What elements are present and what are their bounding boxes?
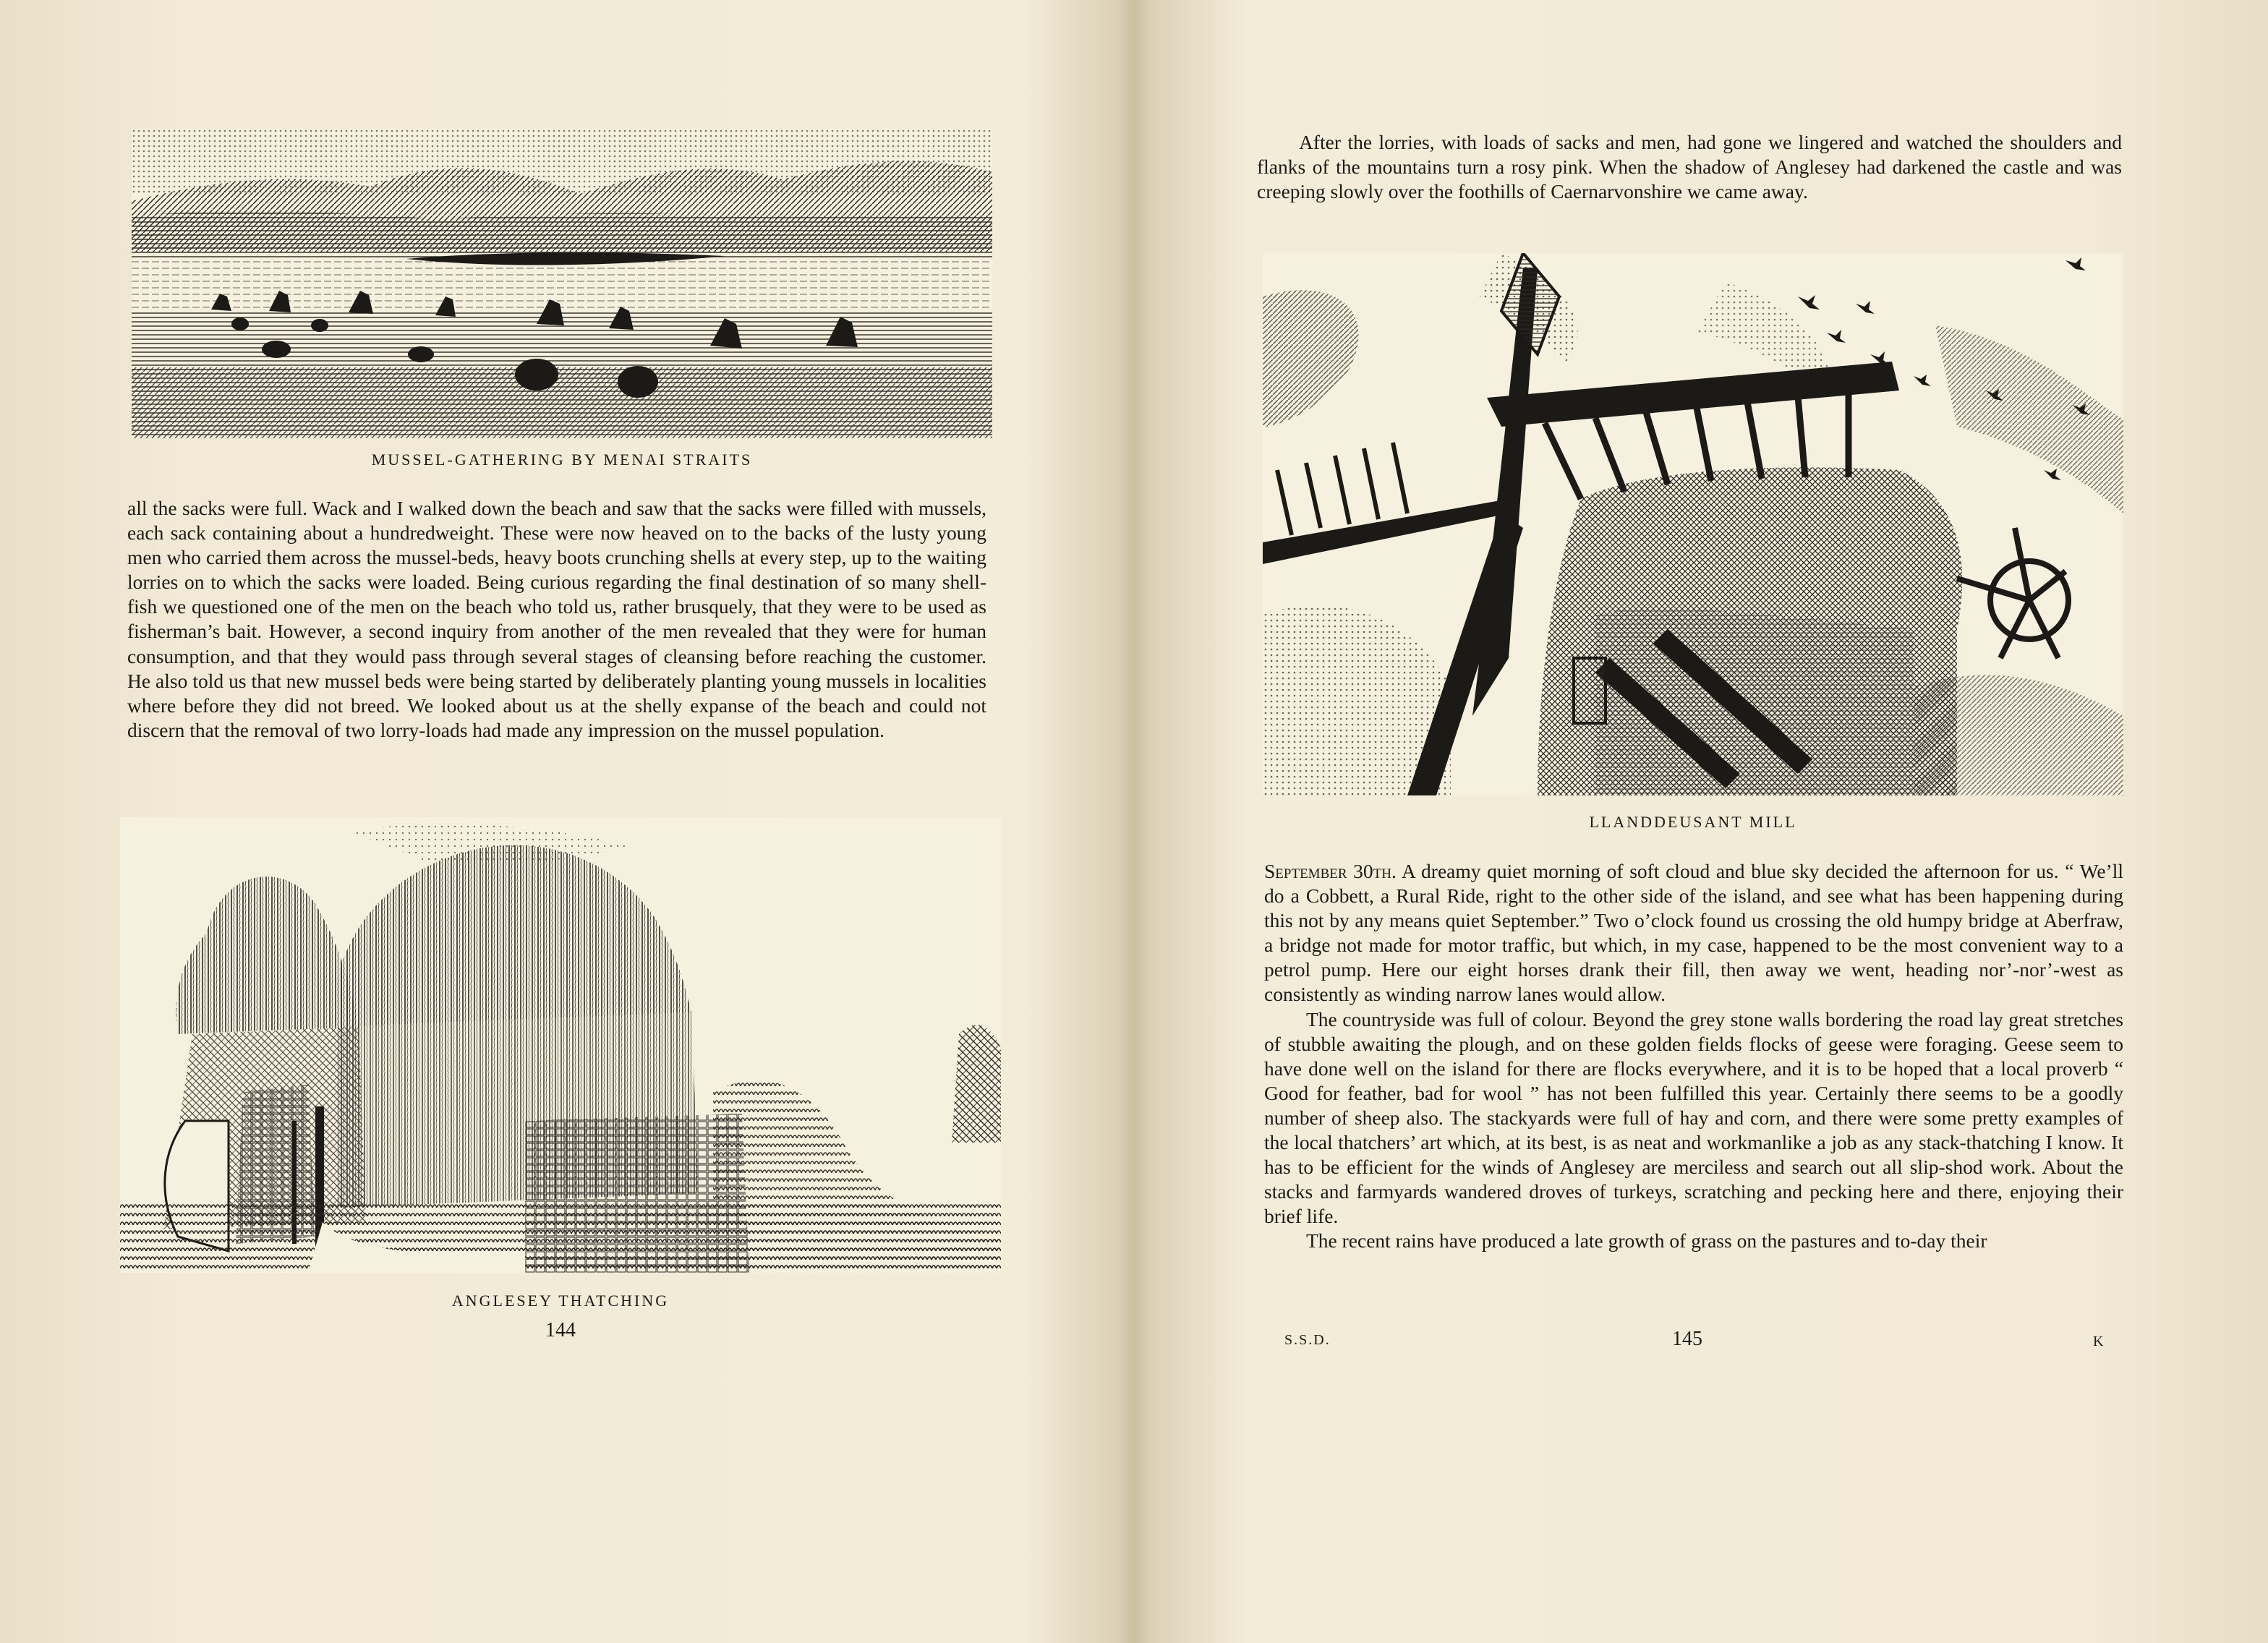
right-paragraph-2: The countryside was full of colour. Beyond the grey stone walls bordering the road lay great stretches of stubble awaiting the plough, and on these golden fields flocks of geese were foraging. Geese seem to have done well on the island for there are flocks everywhere, and it is to be hoped that a local proverb “ Good for feather, bad for wool ” has not been fulfilled this year. Certainly there seems to be a goodly number of sheep also. The stackyards were full of hay and corn, and there were some pretty examples of the local thatchers’ art which, at its best, is as neat and workmanlike a job as any stack-thatching I know. It has to be efficient for the winds of Anglesey are merciless and search out all slip-shod work. About the stacks and farmyards wandered droves of turkeys, scratching and pecking here and there, enjoying their brief life. — [1264, 1007, 2123, 1228]
caption-anglesey-thatching: ANGLESEY THATCHING — [451, 1292, 670, 1310]
caption-llanddeusant-mill: LLANDDEUSANT MILL — [1589, 813, 1797, 831]
signature-mark-right: K — [2093, 1333, 2105, 1349]
anglesey-thatching-illustration — [120, 817, 1001, 1273]
right-page-number: 145 — [1672, 1328, 1702, 1350]
caption-mussel-gathering: MUSSEL-GATHERING BY MENAI STRAITS — [371, 451, 753, 469]
right-paragraph-3: The recent rains have produced a late growth of grass on the pastures and to-day their — [1306, 1229, 1987, 1252]
right-paragraph-1 — [1264, 859, 2123, 1007]
right-paragraph-top: After the lorries, with loads of sacks and men, had gone we lingered and watched the shoulders and flanks of the mountains turn a rosy pink. When the shadow of Anglesey had darkened the castle and was creeping slowly over the foothills of Caernarvonshire we came away. — [1257, 131, 2122, 203]
llanddeusant-mill-illustration — [1263, 253, 2123, 795]
left-paragraph: all the sacks were full. Wack and I walked down the beach and saw that the sacks were filled with mussels, each sack containing about a hundredweight. These were now heaved on to the backs of the lusty young men who carried them across the mussel-beds, heavy boots crunching shells at every step, up to the waiting lorries on to which the sacks were loaded. Being curious regarding the final destination of so many shell-fish we questioned one of the men on the beach who told us, rather brusquely, that they were to be used as fisherman’s bait. However, a second inquiry from another of the men revealed that they were for human consumption, and that they would pass through several stages of cleansing before reaching the customer. He also told us that new mussel beds were being started by deliberately planting young mussels in localities where before they did not breed. We looked about us at the shelly expanse of the beach and could not discern that the removal of two lorry-loads had made any impression on the mussel population. — [127, 497, 986, 741]
left-page-number: 144 — [545, 1319, 576, 1341]
right-paragraph-1-text: A dreamy quiet morning of soft cloud and blue sky decided the afternoon for us. “ We’ll do a Cobbett, a Rural Ride, right to the other side of the island, and see what has been happening during this not by any means quiet September.” Two o’clock found us crossing the old humpy bridge at Aberfraw, a bridge not made for motor traffic, but which, in my case, happened to be the most convenient way to a petrol pump. Here our eight horses drank their fill, then away we went, heading nor’-nor’-west as consistently as winding narrow lanes would allow. — [1264, 860, 2123, 1006]
right-body-text — [1264, 859, 2123, 1254]
right-page — [1134, 0, 2268, 1643]
left-body-text — [127, 496, 986, 743]
date-heading: September 30th. — [1264, 860, 1397, 882]
right-top-text — [1257, 130, 2122, 204]
mussel-gathering-illustration — [132, 129, 992, 438]
signature-mark-left: S.S.D. — [1284, 1332, 1331, 1348]
